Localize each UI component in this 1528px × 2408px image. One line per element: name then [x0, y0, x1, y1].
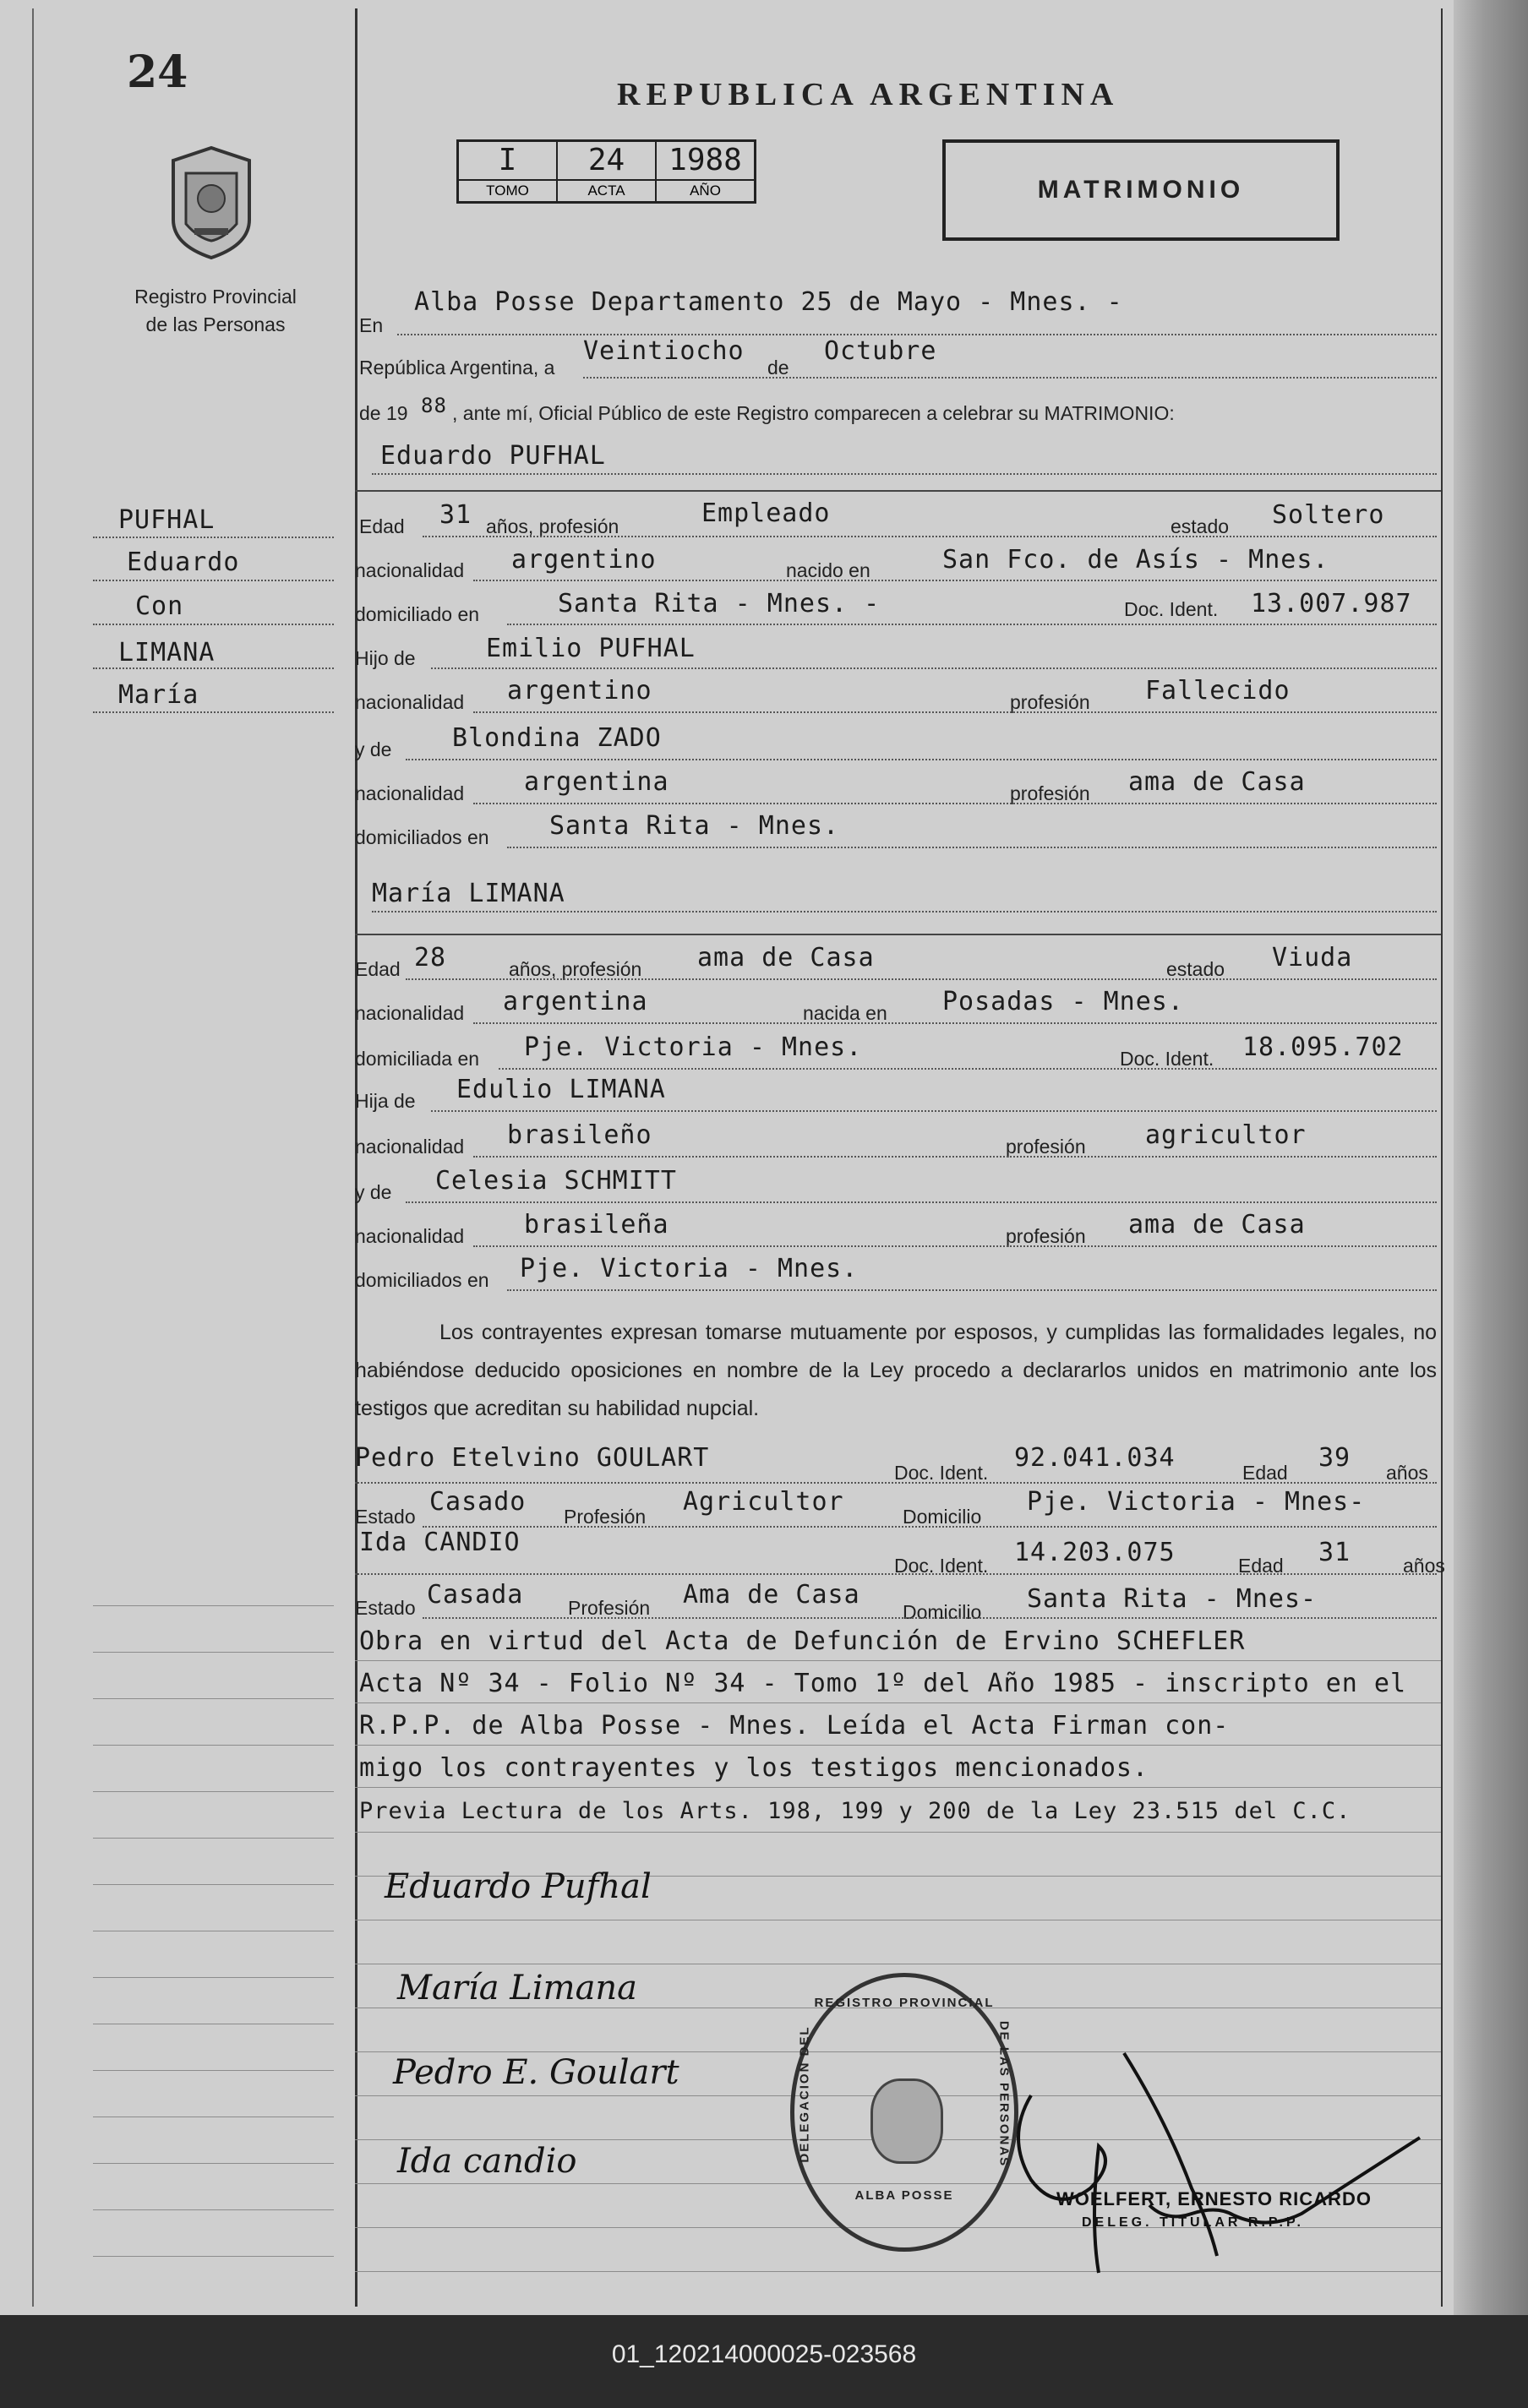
- groom-mother-nationality: argentina: [524, 767, 669, 797]
- witness-2-civil-status: Casada: [427, 1580, 524, 1610]
- witness-1-civil-status: Casado: [429, 1487, 527, 1517]
- bride-father: Edulio LIMANA: [456, 1075, 666, 1104]
- groom-hijo-label: Hijo de: [355, 647, 416, 669]
- witness-1-age: 39: [1318, 1443, 1351, 1473]
- witness-1-doc: 92.041.034: [1014, 1443, 1176, 1473]
- witness-1-estado-label: Estado: [355, 1506, 416, 1528]
- bride-parents-domicile: Pje. Victoria - Mnes.: [520, 1254, 859, 1283]
- groom-mother-prof-label: profesión: [1010, 782, 1090, 804]
- witness-2-age: 31: [1318, 1538, 1351, 1567]
- groom-birthplace: San Fco. de Asís - Mnes.: [942, 545, 1329, 575]
- margin-dots: [93, 537, 334, 538]
- bride-mother-profession: ama de Casa: [1128, 1210, 1306, 1239]
- groom-edad-label: Edad: [359, 515, 405, 537]
- groom-anios-profesion-label: años, profesión: [486, 515, 619, 537]
- groom-parents-dom-label: domiciliados en: [355, 826, 489, 848]
- page-number: 24: [127, 46, 188, 98]
- margin-name-line: Eduardo: [127, 548, 240, 577]
- note-line: Previa Lectura de los Arts. 198, 199 y 200 de la Ley 23.515 del C.C.: [359, 1798, 1351, 1824]
- bride-father-profession: agricultor: [1145, 1120, 1307, 1150]
- acta-label: ACTA: [558, 179, 655, 201]
- agency-name: [118, 283, 313, 339]
- marriage-day: Veintiocho: [583, 336, 745, 366]
- witness-2-name: Ida CANDIO: [359, 1528, 521, 1557]
- bride-name: María LIMANA: [372, 879, 565, 908]
- groom-nacionalidad-label: nacionalidad: [355, 559, 465, 581]
- bride-age: 28: [414, 943, 447, 972]
- intro-text: , ante mí, Oficial Público de este Registro comparecen a celebrar su MATRIMONIO:: [452, 402, 1175, 424]
- officer-signature-icon: [997, 2019, 1437, 2290]
- margin-name-line: LIMANA: [118, 638, 216, 667]
- bride-mother-nationality: brasileña: [524, 1210, 669, 1239]
- bride-doc-label: Doc. Ident.: [1120, 1048, 1214, 1070]
- bride-nationality: argentina: [503, 987, 648, 1016]
- bride-mother: Celesia SCHMITT: [435, 1166, 677, 1196]
- groom-father: Emilio PUFHAL: [486, 634, 696, 663]
- margin-dots: [93, 711, 334, 713]
- marriage-year-suffix: 88: [421, 394, 447, 417]
- page-left-border: [32, 8, 34, 2307]
- signature-witness-1: Pedro E. Goulart: [393, 2053, 679, 2092]
- footer-bar: [0, 2315, 1528, 2408]
- bride-father-prof-label: profesión: [1006, 1136, 1086, 1158]
- bride-father-nationality: brasileño: [507, 1120, 652, 1150]
- bride-civil-status: Viuda: [1272, 943, 1353, 972]
- province-seal-icon: [165, 144, 258, 262]
- bride-hija-label: Hija de: [355, 1090, 416, 1112]
- bride-estado-label: estado: [1166, 958, 1225, 980]
- groom-name: Eduardo PUFHAL: [380, 441, 606, 471]
- note-line: Acta Nº 34 - Folio Nº 34 - Tomo 1º del Año 1985 - inscripto en el: [359, 1669, 1406, 1698]
- record-box: [456, 139, 756, 204]
- officer-title: DELEG. TITULAR R.P.P.: [1082, 2215, 1304, 2230]
- margin-name-line: María: [118, 680, 199, 710]
- margin-dots: [93, 580, 334, 581]
- tomo-value: I: [498, 143, 517, 177]
- signature-witness-2: Ida candio: [397, 2142, 577, 2181]
- bride-anios-profesion-label: años, profesión: [509, 958, 642, 980]
- margin-name-line: PUFHAL: [118, 505, 216, 535]
- groom-civil-status: Soltero: [1272, 500, 1385, 530]
- marriage-month: Octubre: [824, 336, 937, 366]
- bride-father-nat-label: nacionalidad: [355, 1136, 465, 1158]
- groom-profession: Empleado: [701, 498, 831, 528]
- groom-mother-nat-label: nacionalidad: [355, 782, 465, 804]
- agency-line-1: Registro Provincial: [134, 286, 297, 308]
- record-type: MATRIMONIO: [942, 139, 1340, 241]
- note-line: R.P.P. de Alba Posse - Mnes. Leída el Acta Firman con-: [359, 1711, 1230, 1741]
- groom-age: 31: [439, 500, 472, 530]
- groom-doc: 13.007.987: [1251, 589, 1412, 618]
- anio-cell: [656, 141, 756, 203]
- tomo-cell: [458, 141, 558, 203]
- anio-label: AÑO: [657, 179, 754, 201]
- groom-domicile: Santa Rita - Mnes. -: [558, 589, 881, 618]
- witness-1-anios-label: años: [1386, 1462, 1428, 1484]
- groom-father-prof-label: profesión: [1010, 691, 1090, 713]
- republica-label: República Argentina, a: [359, 357, 555, 379]
- tomo-label: TOMO: [459, 179, 556, 201]
- groom-father-profession: Fallecido: [1145, 676, 1291, 706]
- groom-doc-label: Doc. Ident.: [1124, 598, 1219, 620]
- groom-nacido-label: nacido en: [786, 559, 870, 581]
- witness-2-prof-label: Profesión: [568, 1597, 651, 1619]
- bride-nacionalidad-label: nacionalidad: [355, 1002, 465, 1024]
- witness-2-estado-label: Estado: [355, 1597, 416, 1619]
- bride-domiciliada-label: domiciliada en: [355, 1048, 480, 1070]
- stamp-top-text: REGISTRO PROVINCIAL: [814, 1996, 995, 2010]
- witness-2-dom-label: Domicilio: [903, 1601, 982, 1623]
- witness-2-domicile: Santa Rita - Mnes-: [1027, 1584, 1318, 1614]
- agency-line-2: de las Personas: [145, 313, 286, 335]
- witness-1-dom-label: Domicilio: [903, 1506, 982, 1528]
- groom-nationality: argentino: [511, 545, 657, 575]
- groom-father-nat-label: nacionalidad: [355, 691, 465, 713]
- stamp-left-text: DELEGACION DEL: [797, 2025, 812, 2163]
- groom-mother-profession: ama de Casa: [1128, 767, 1306, 797]
- marriage-place: Alba Posse Departamento 25 de Mayo - Mnes. -: [414, 287, 1123, 317]
- margin-dots: [93, 624, 334, 625]
- stamp-emblem-icon: [870, 2078, 943, 2164]
- officer-name: WOELFERT, ERNESTO RICARDO: [1056, 2188, 1372, 2209]
- stamp-right-text: DE LAS PERSONAS: [996, 2020, 1012, 2168]
- witness-1-profession: Agricultor: [683, 1487, 844, 1517]
- bride-profession: ama de Casa: [697, 943, 875, 972]
- witness-2-edad-label: Edad: [1238, 1555, 1284, 1577]
- groom-mother: Blondina ZADO: [452, 723, 662, 753]
- bride-birthplace: Posadas - Mnes.: [942, 987, 1184, 1016]
- groom-estado-label: estado: [1171, 515, 1230, 537]
- stamp-bottom-text: ALBA POSSE: [854, 2188, 954, 2203]
- witness-1-domicile: Pje. Victoria - Mnes-: [1027, 1487, 1366, 1517]
- bride-edad-label: Edad: [355, 958, 401, 980]
- footer-code: 01_120214000025-023568: [611, 2340, 917, 2368]
- witness-1-name: Pedro Etelvino GOULART: [355, 1443, 710, 1473]
- margin-dots: [93, 667, 334, 669]
- bride-nacida-label: nacida en: [803, 1002, 887, 1024]
- registry-stamp: [790, 1973, 1018, 2252]
- acta-cell: [557, 141, 656, 203]
- declaration-text: Los contrayentes expresan tomarse mutuamente por esposos, y cumplidas las formalidades legales, no habiéndose deducido oposiciones en nombre de la Ley procedo a declararlos unidos en matrimonio ante los testigos que acreditan su habilidad nupcial.: [355, 1321, 1437, 1420]
- witness-2-doc: 14.203.075: [1014, 1538, 1176, 1567]
- signature-groom: Eduardo Pufhal: [385, 1867, 652, 1906]
- anio-value: 1988: [668, 143, 742, 177]
- groom-domiciliado-label: domiciliado en: [355, 603, 480, 625]
- bride-mother-nat-label: nacionalidad: [355, 1225, 465, 1247]
- country-title: REPUBLICA ARGENTINA: [617, 77, 1120, 112]
- witness-2-doc-label: Doc. Ident.: [894, 1555, 989, 1577]
- de-label: de: [767, 357, 789, 379]
- groom-yde-label: y de: [355, 738, 392, 760]
- bride-parents-dom-label: domiciliados en: [355, 1269, 489, 1291]
- witness-2-profession: Ama de Casa: [683, 1580, 860, 1610]
- right-border: [1441, 8, 1443, 2307]
- witness-1-doc-label: Doc. Ident.: [894, 1462, 989, 1484]
- groom-parents-domicile: Santa Rita - Mnes.: [549, 811, 840, 841]
- bride-domicile: Pje. Victoria - Mnes.: [524, 1032, 863, 1062]
- signature-bride: María Limana: [397, 1969, 638, 2008]
- bride-doc: 18.095.702: [1242, 1032, 1404, 1062]
- acta-value: 24: [587, 143, 625, 177]
- en-label: En: [359, 314, 384, 336]
- page-edge: [1454, 0, 1528, 2315]
- bride-mother-prof-label: profesión: [1006, 1225, 1086, 1247]
- groom-father-nationality: argentino: [507, 676, 652, 706]
- witness-1-edad-label: Edad: [1242, 1462, 1288, 1484]
- year-prefix: de 19: [359, 402, 408, 424]
- note-line: Obra en virtud del Acta de Defunción de Ervino SCHEFLER: [359, 1626, 1246, 1656]
- witness-1-prof-label: Profesión: [564, 1506, 647, 1528]
- note-line: migo los contrayentes y los testigos mencionados.: [359, 1753, 1149, 1783]
- witness-2-anios-label: años: [1403, 1555, 1445, 1577]
- bride-yde-label: y de: [355, 1181, 392, 1203]
- margin-name-line: Con: [135, 591, 184, 621]
